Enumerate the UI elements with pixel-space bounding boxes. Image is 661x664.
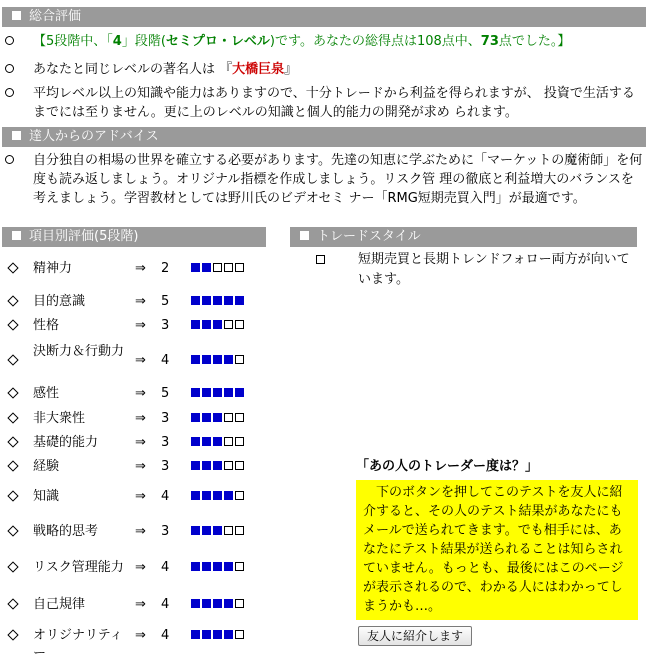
filled-square-icon [224,562,233,571]
trade-style-title: トレードスタイル [317,229,421,244]
trade-style-item [316,250,636,290]
filled-square-icon [191,320,200,329]
arrow-icon: ⇒ [135,489,146,504]
result-suffix-2: 点でした。】 [498,34,571,49]
empty-square-icon [235,263,244,272]
arrow-icon: ⇒ [135,261,146,276]
diamond-bullet-icon [7,412,18,423]
item-label: オリジナリティー [33,628,123,661]
empty-square-icon [224,320,233,329]
score-meter [191,599,246,610]
filled-square-icon [202,263,211,272]
item-score: 4 [161,628,170,643]
filled-square-icon [202,599,211,608]
item-label: 戦略的思考 [33,524,99,539]
diamond-bullet-icon [7,262,18,273]
filled-square-icon [224,355,233,364]
circle-bullet-icon [5,36,14,45]
filled-square-icon [202,630,211,639]
filled-square-icon [191,296,200,305]
arrow-icon: ⇒ [135,318,146,333]
summary-line-3 [5,84,645,124]
share-description-box [356,480,638,620]
item-label: 経験 [33,459,60,474]
item-score: 4 [161,353,170,368]
arrow-icon: ⇒ [135,386,146,401]
score-meter [191,320,246,331]
summary-line-1 [5,32,645,52]
famous-prefix: あなたと同じレベルの著名人は 『 [33,62,233,77]
filled-square-icon [213,526,222,535]
score-meter [191,526,246,537]
item-label: 性格 [33,318,60,333]
filled-square-icon [213,320,222,329]
filled-square-icon [213,461,222,470]
filled-square-icon [191,599,200,608]
arrow-icon: ⇒ [135,524,146,539]
item-label: 感性 [33,386,60,401]
filled-square-icon [191,630,200,639]
empty-square-icon [235,562,244,571]
item-row [0,519,270,545]
items-title: 項目別評価(5段階) [29,229,139,244]
item-row [0,258,270,280]
item-row [0,592,270,618]
result-middle: 」段階( [121,34,166,49]
item-score: 5 [161,386,170,401]
filled-square-icon [224,599,233,608]
trade-style-header [290,227,637,247]
filled-square-icon [191,388,200,397]
filled-square-icon [191,562,200,571]
square-bullet-icon [300,231,309,240]
summary-header [2,7,646,27]
item-label: 精神力 [33,261,73,276]
item-row [0,432,270,454]
item-row [0,555,270,581]
diamond-bullet-icon [7,436,18,447]
advice-paragraph [5,151,645,211]
item-score: 5 [161,294,170,309]
diamond-bullet-icon [7,490,18,501]
item-score: 3 [161,459,170,474]
item-row [0,623,270,661]
circle-bullet-icon [5,155,14,164]
empty-square-icon [235,461,244,470]
diamond-bullet-icon [7,295,18,306]
score-meter [191,296,246,307]
filled-square-icon [191,355,200,364]
summary-result-text [33,32,645,51]
filled-square-icon [191,263,200,272]
diamond-bullet-icon [7,629,18,640]
filled-square-icon [202,388,211,397]
filled-square-icon [213,599,222,608]
item-label: 決断力＆行動力 [33,344,125,359]
empty-square-icon [235,413,244,422]
square-bullet-icon [12,131,21,140]
filled-square-icon [191,491,200,500]
items-header [2,227,266,247]
diamond-bullet-icon [7,319,18,330]
circle-bullet-icon [5,88,14,97]
empty-square-icon [224,461,233,470]
circle-bullet-icon [5,64,14,73]
filled-square-icon [202,355,211,364]
item-score: 3 [161,524,170,539]
arrow-icon: ⇒ [135,411,146,426]
result-suffix-1: )です。あなたの総得点は108点中、 [269,34,481,49]
item-label: 基礎的能力 [33,435,99,450]
famous-person-text [33,60,645,79]
filled-square-icon [213,355,222,364]
result-level: 4 [112,34,122,49]
result-prefix: 【5段階中、「 [33,34,113,49]
item-row [0,315,270,337]
item-score: 4 [161,597,170,612]
introduce-friend-button[interactable]: 友人に紹介します [358,626,472,646]
filled-square-icon [235,388,244,397]
item-label: リスク管理能力 [33,560,124,575]
arrow-icon: ⇒ [135,435,146,450]
item-row [0,342,270,380]
summary-line-2 [5,60,645,80]
diamond-bullet-icon [7,598,18,609]
filled-square-icon [202,296,211,305]
score-meter [191,562,246,573]
item-score: 4 [161,489,170,504]
result-score: 73 [480,34,499,49]
empty-square-icon [235,491,244,500]
item-label: 自己規律 [33,597,86,612]
filled-square-icon [224,388,233,397]
filled-square-icon [202,562,211,571]
item-label: 非大衆性 [33,411,86,426]
checkbox-square-icon [316,255,325,264]
score-meter [191,437,246,448]
item-score: 3 [161,411,170,426]
arrow-icon: ⇒ [135,353,146,368]
score-meter [191,491,246,502]
filled-square-icon [191,526,200,535]
advice-title: 達人からのアドバイス [29,129,159,144]
share-description: 下のボタンを押してこのテストを友人に紹介すると、その人のテスト結果があなたにもメールで送られてきます。でも相手には、あなたにテスト結果が送られることは知らされていません。もっとも、最後にはこのページが表示されるので、わかる人にはわかってしまうかも…。 [363,485,624,614]
filled-square-icon [213,630,222,639]
filled-square-icon [224,630,233,639]
score-meter [191,461,246,472]
filled-square-icon [202,413,211,422]
item-row [0,456,270,478]
filled-square-icon [191,437,200,446]
item-score: 3 [161,435,170,450]
score-meter [191,263,246,274]
trade-style-text: 短期売買と長期トレンドフォロー両方が向いています。 [358,252,630,287]
diamond-bullet-icon [7,387,18,398]
square-bullet-icon [12,231,21,240]
filled-square-icon [224,296,233,305]
empty-square-icon [235,526,244,535]
arrow-icon: ⇒ [135,560,146,575]
arrow-icon: ⇒ [135,628,146,643]
filled-square-icon [213,437,222,446]
empty-square-icon [235,437,244,446]
filled-square-icon [224,491,233,500]
filled-square-icon [213,388,222,397]
filled-square-icon [202,437,211,446]
item-score: 2 [161,261,170,276]
filled-square-icon [202,526,211,535]
filled-square-icon [202,491,211,500]
empty-square-icon [213,263,222,272]
famous-suffix: 』 [284,62,298,77]
filled-square-icon [202,461,211,470]
square-bullet-icon [12,11,21,20]
filled-square-icon [202,320,211,329]
empty-square-icon [235,320,244,329]
item-row [0,484,270,510]
advice-text: 自分独自の相場の世界を確立する必要があります。先達の知恵に学ぶために「マーケットの魔術師」を何度も読み返しましょう。オリジナル指標を作成しましょう。リスク管 理の徹底と利益増大のバランスを考えましょう。学習教材としては野川氏のビデオセミ ナー「RMG短期売買入門」が最適です。 [33,153,643,206]
empty-square-icon [235,355,244,364]
empty-square-icon [224,437,233,446]
filled-square-icon [191,461,200,470]
share-heading: 「あの人のトレーダー度は？」 [356,459,539,474]
item-label: 目的意識 [33,294,86,309]
filled-square-icon [213,296,222,305]
summary-description: 平均レベル以上の知識や能力はありますので、十分トレードから利益を得られますが、 投資で生活するまでには至りません。更に上のレベルの知識と個人的能力の開発が求め られます。 [33,86,635,120]
filled-square-icon [235,296,244,305]
result-level-name: セミプロ・レベル [165,34,270,49]
empty-square-icon [224,526,233,535]
score-meter [191,413,246,424]
arrow-icon: ⇒ [135,294,146,309]
empty-square-icon [235,599,244,608]
filled-square-icon [191,413,200,422]
item-label: 知識 [33,489,60,504]
empty-square-icon [235,630,244,639]
score-meter [191,355,246,366]
item-row [0,383,270,405]
summary-title: 総合評価 [29,9,82,24]
advice-header [2,127,646,147]
item-row [0,291,270,313]
filled-square-icon [213,491,222,500]
item-score: 4 [161,560,170,575]
arrow-icon: ⇒ [135,597,146,612]
diamond-bullet-icon [7,354,18,365]
score-meter [191,388,246,399]
filled-square-icon [213,413,222,422]
arrow-icon: ⇒ [135,459,146,474]
item-score: 3 [161,318,170,333]
item-row [0,408,270,430]
diamond-bullet-icon [7,525,18,536]
diamond-bullet-icon [7,460,18,471]
famous-person-name: 大橋巨泉 [232,62,285,77]
empty-square-icon [224,263,233,272]
diamond-bullet-icon [7,561,18,572]
score-meter [191,630,246,641]
empty-square-icon [224,413,233,422]
filled-square-icon [213,562,222,571]
